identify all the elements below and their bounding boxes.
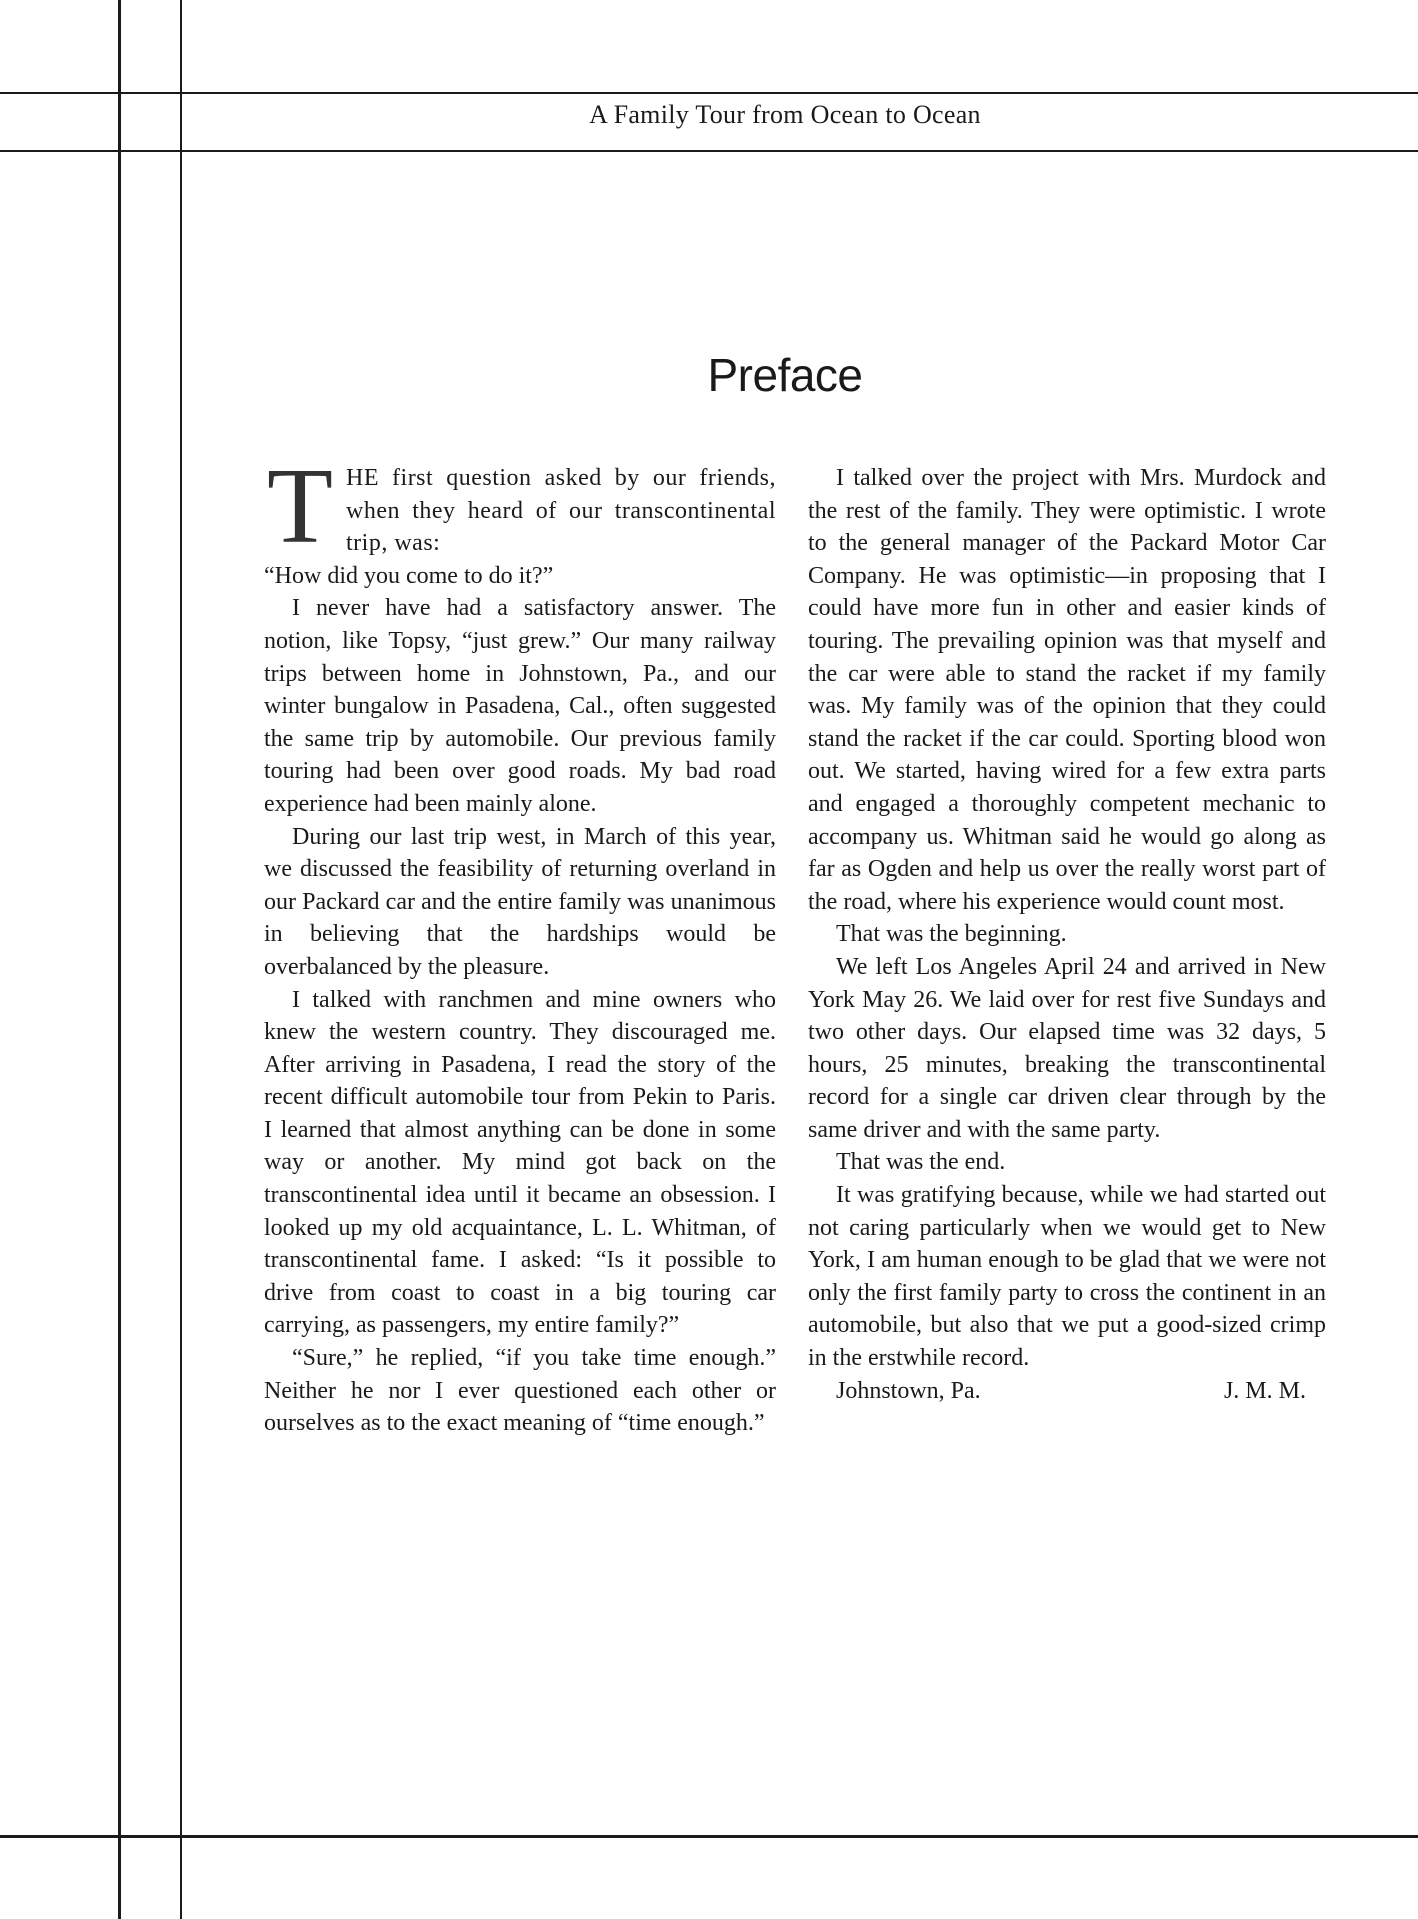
paragraph: I talked with ranchmen and mine owners who knew the western country. They discouraged me. After arriving in Pasadena, I read the story of the recent difficult automobile tour from Pekin to Paris. I learned that almost anything can be done in some way or another. My mind got back on the transcontinental idea until it became an obsession. I looked up my old acquaintance, L. L. Whitman, of transcontinental fame. I asked: “Is it possible to drive from coast to coast in a big touring car carrying, as passengers, my entire family?” [264, 986, 776, 1339]
signature-line [808, 1375, 1326, 1408]
right-column [808, 462, 1326, 1407]
paragraph: “How did you come to do it?” [264, 562, 554, 589]
margin-rule-right [180, 0, 182, 1919]
signature-place: Johnstown, Pa. [836, 1377, 981, 1404]
opening-paragraph [264, 447, 776, 566]
top-rule-lower [0, 150, 1418, 152]
paragraph: We left Los Angeles April 24 and arrived in New York May 26. We laid over for rest five Sundays and two other days. Our elapsed time was 32 days, 5 hours, 25 minutes, breaking the transcontinental record for a single car driven clear through by the same driver and with the same party. [808, 953, 1326, 1143]
paragraph: I never have had a satisfactory answer. The notion, like Topsy, “just grew.” Our many railway trips between home in Johnstown, Pa., and our winter bungalow in Pasadena, Cal., often suggested the same trip by automobile. Our previous family touring had been over good roads. My bad road experience had been mainly alone. [264, 595, 776, 817]
paragraph: That was the beginning. [836, 921, 1067, 948]
paragraph: It was gratifying because, while we had started out not caring particularly when we would get to New York, I am human enough to be glad that we were not only the first family party to cross the continent in an automobile, but also that we put a good-sized crimp in the erstwhile record. [808, 1182, 1326, 1372]
top-rule-upper [0, 92, 1418, 94]
opening-text: HE first question asked by our friends, when they heard of our transcontinental trip, was: [346, 465, 776, 557]
bottom-rule [0, 1835, 1418, 1838]
margin-rule-left [118, 0, 121, 1919]
paragraph: During our last trip west, in March of this year, we discussed the feasibility of returning overland in our Packard car and the entire family was unanimous in believing that the hardships would be overbalanced by the pleasure. [264, 823, 776, 980]
signature-initials: J. M. M. [1223, 1377, 1306, 1404]
drop-cap: T [267, 447, 333, 566]
paragraph: “Sure,” he replied, “if you take time enough.” Neither he nor I ever questioned each other or ourselves as to the exact meaning of “time enough.” [264, 1345, 776, 1437]
paragraph: I talked over the project with Mrs. Murdock and the rest of the family. They were optimistic. I wrote to the general manager of the Packard Motor Car Company. He was optimistic—in proposing that I could have more fun in other and easier kinds of touring. The prevailing opinion was that myself and the car were able to stand the racket if my family was. My family was of the opinion that they could stand the racket if the car could. Sporting blood won out. We started, having wired for a few extra parts and engaged a thoroughly competent mechanic to accompany us. Whitman said he would go along as far as Ogden and help us over the really worst part of the road, where his experience would count most. [808, 465, 1326, 915]
paragraph: That was the end. [836, 1149, 1006, 1176]
running-title: A Family Tour from Ocean to Ocean [589, 100, 981, 129]
page-title: Preface [707, 349, 863, 401]
left-column [264, 447, 776, 1440]
